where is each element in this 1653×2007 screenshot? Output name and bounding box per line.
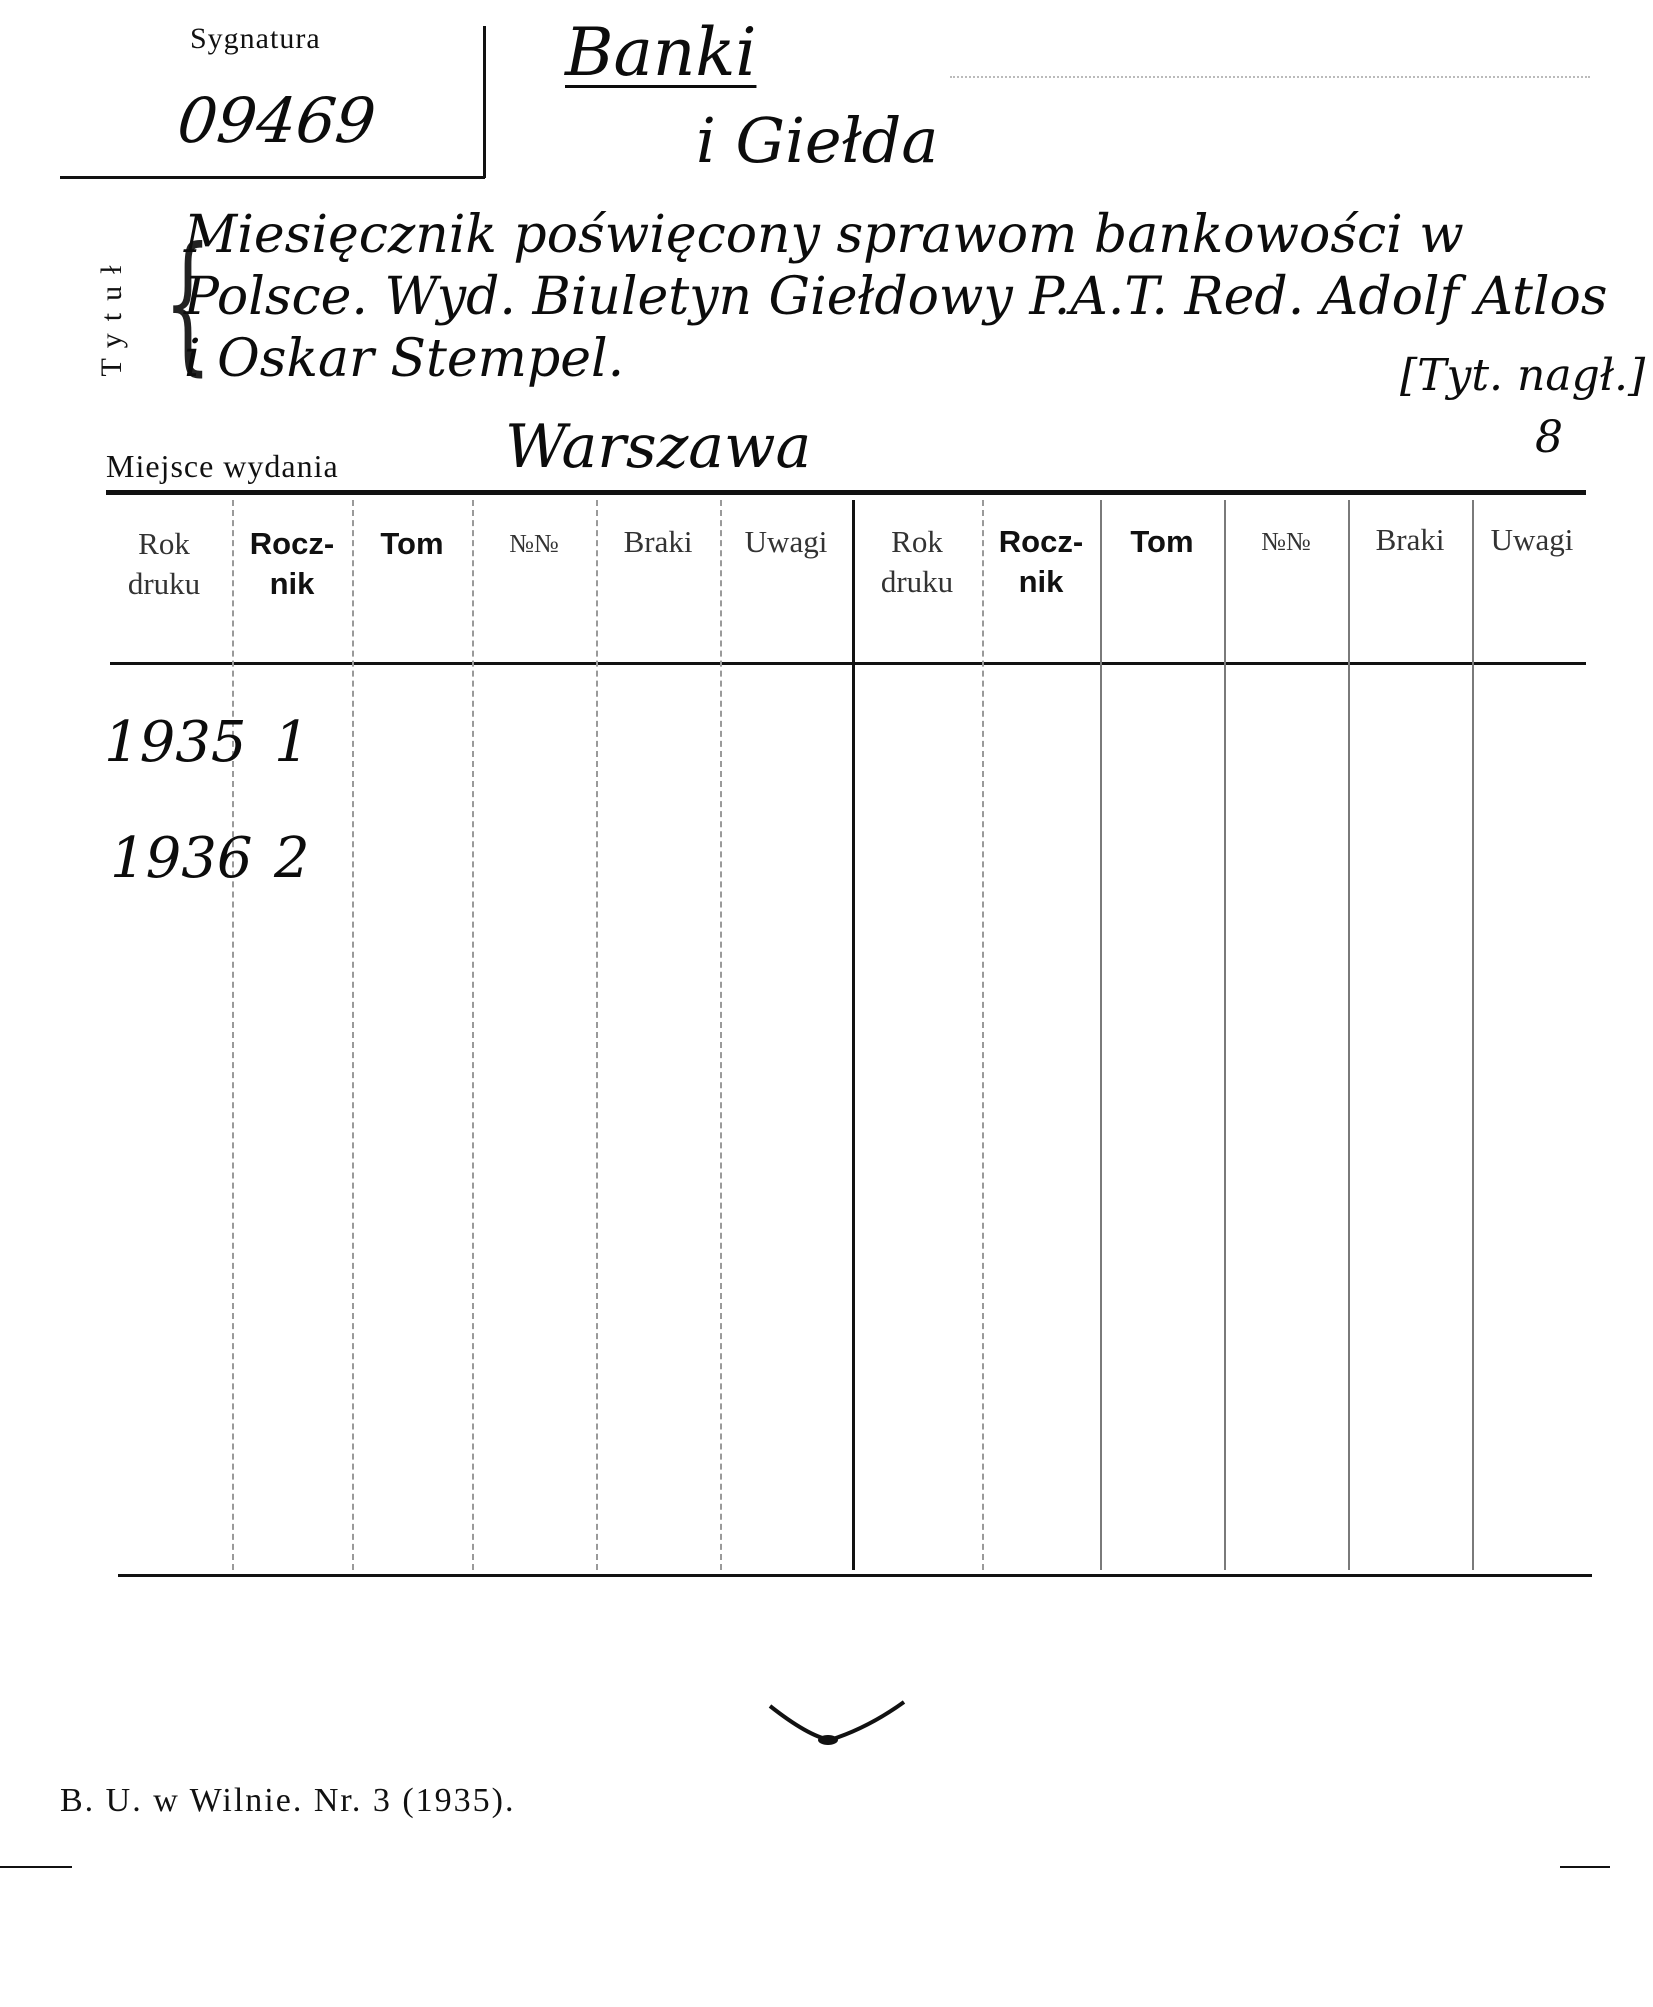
col-header-rocznik-2: Rocz- nik — [998, 524, 1084, 599]
col-divider — [982, 500, 984, 1570]
col-divider — [352, 500, 354, 1570]
decorative-flourish — [768, 1700, 908, 1765]
cell-rok: 1935 — [104, 710, 247, 775]
col-divider — [1472, 500, 1474, 1570]
title-note: [Tyt. nagł.] — [1400, 350, 1646, 401]
place-value: Warszawa — [505, 412, 812, 482]
table-bottom-rule — [118, 1574, 1592, 1577]
signature-box-right-rule — [483, 26, 486, 178]
cell-rocznik: 2 — [274, 826, 310, 891]
col-header-braki-2: Braki — [1375, 522, 1445, 557]
col-header-rok-druku: Rok druku — [127, 526, 201, 601]
col-header-uwagi: Uwagi — [744, 524, 828, 559]
cell-rok: 1936 — [110, 826, 253, 891]
title-bracket: { — [163, 216, 212, 390]
col-divider — [720, 500, 722, 1570]
subject-dotted-line — [950, 76, 1590, 78]
table-top-rule — [106, 490, 1586, 495]
col-header-numery-2: №№ — [1261, 527, 1311, 556]
col-divider — [1224, 500, 1226, 1570]
col-header-tom: Tom — [380, 526, 444, 561]
cell-rocznik: 1 — [274, 710, 310, 775]
title-note-number: 8 — [1535, 412, 1563, 463]
place-label: Miejsce wydania — [106, 448, 339, 484]
col-divider — [1348, 500, 1350, 1570]
edge-mark-right — [1560, 1866, 1610, 1868]
subject-line-2: i Giełda — [696, 104, 939, 177]
col-divider — [1100, 500, 1102, 1570]
col-divider — [472, 500, 474, 1570]
col-header-rocznik: Rocz- nik — [249, 526, 335, 601]
col-header-braki: Braki — [623, 524, 693, 559]
col-header-tom-2: Tom — [1130, 524, 1194, 559]
footer-print-info: B. U. w Wilnie. Nr. 3 (1935). — [60, 1782, 516, 1819]
col-divider — [232, 500, 234, 1570]
col-divider — [596, 500, 598, 1570]
col-header-uwagi-2: Uwagi — [1490, 522, 1574, 557]
signature-box-bottom-rule — [60, 176, 485, 179]
col-header-numery: №№ — [509, 529, 559, 558]
table-header-bottom-rule — [110, 662, 1586, 665]
subject-line-1: Banki — [565, 14, 757, 91]
center-divider — [852, 500, 855, 1570]
title-label: Tytuł — [95, 253, 128, 377]
signature-label: Sygnatura — [190, 22, 321, 55]
edge-mark-left — [0, 1866, 72, 1868]
signature-value: 09469 — [174, 84, 380, 157]
title-text: Miesięcznik poświęcony sprawom bankowości w Polsce. Wyd. Biuletyn Giełdowy P.A.T. Red. Adolf Atlos i Oskar Stempel. — [184, 205, 1608, 389]
col-header-rok-druku-2: Rok druku — [880, 524, 954, 599]
